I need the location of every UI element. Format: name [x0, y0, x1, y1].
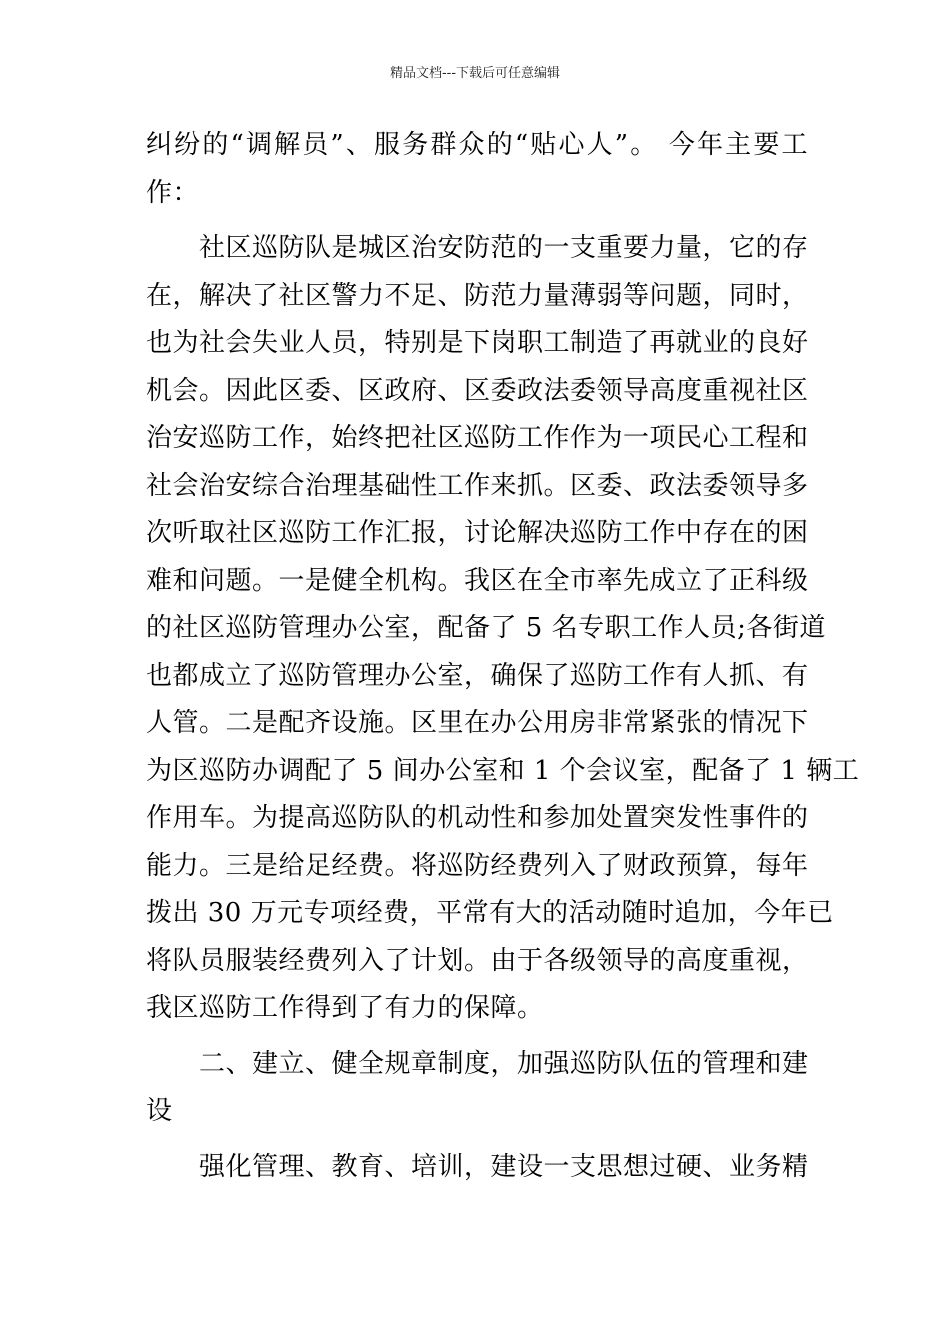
- text-line: 纠纷的“调解员”、服务群众的“贴心人”。 今年主要工: [146, 130, 808, 160]
- paragraph: [146, 1144, 808, 1192]
- section-heading: [146, 1041, 808, 1136]
- page-header: 精品文档---下载后可任意编辑: [389, 66, 561, 81]
- text-line: 社会治安综合治理基础性工作来抓。区委、政法委领导多: [146, 470, 809, 501]
- text-line: 次听取社区巡防工作汇报，讨论解决巡防工作中存在的困: [146, 518, 809, 548]
- text-line: 也都成立了巡防管理办公室，确保了巡防工作有人抓、有: [146, 660, 809, 691]
- text-line: 治安巡防工作，始终把社区巡防工作作为一项民心工程和: [146, 423, 809, 453]
- paragraph: [146, 122, 808, 217]
- text-line: 二、建立、健全规章制度，加强巡防队伍的管理和建: [199, 1048, 809, 1079]
- paragraph: [146, 225, 860, 1033]
- text-line: 在，解决了社区警力不足、防范力量薄弱等问题，同时，: [146, 280, 809, 311]
- text-line: 机会。因此区委、区政府、区委政法委领导高度重视社区: [146, 375, 809, 406]
- text-line: 将队员服装经费列入了计划。由于各级领导的高度重视，: [146, 945, 809, 976]
- text-line: 为区巡防办调配了 5 间办公室和 1 个会议室，配备了 1 辆工: [146, 755, 860, 786]
- text-line: 强化管理、教育、培训，建设一支思想过硬、业务精: [199, 1151, 809, 1182]
- text-line: 作：: [146, 177, 200, 208]
- text-line: 也为社会失业人员，特别是下岗职工制造了再就业的良好: [146, 328, 809, 358]
- text-line: 人管。二是配齐设施。区里在办公用房非常紧张的情况下: [146, 708, 809, 738]
- document-body: [146, 122, 860, 1191]
- text-line: 社区巡防队是城区治安防范的一支重要力量，它的存: [199, 233, 809, 263]
- text-line: 能力。三是给足经费。将巡防经费列入了财政预算，每年: [146, 850, 809, 881]
- text-line: 设: [146, 1096, 173, 1126]
- text-line: 我区巡防工作得到了有力的保障。: [146, 993, 544, 1023]
- text-line: 的社区巡防管理办公室，配备了 5 名专职工作人员;各街道: [146, 613, 826, 643]
- text-line: 拨出 30 万元专项经费，平常有大的活动随时追加，今年已: [146, 898, 834, 928]
- text-line: 作用车。为提高巡防队的机动性和参加处置突发性事件的: [146, 803, 809, 833]
- text-line: 难和问题。一是健全机构。我区在全市率先成立了正科级: [146, 565, 809, 596]
